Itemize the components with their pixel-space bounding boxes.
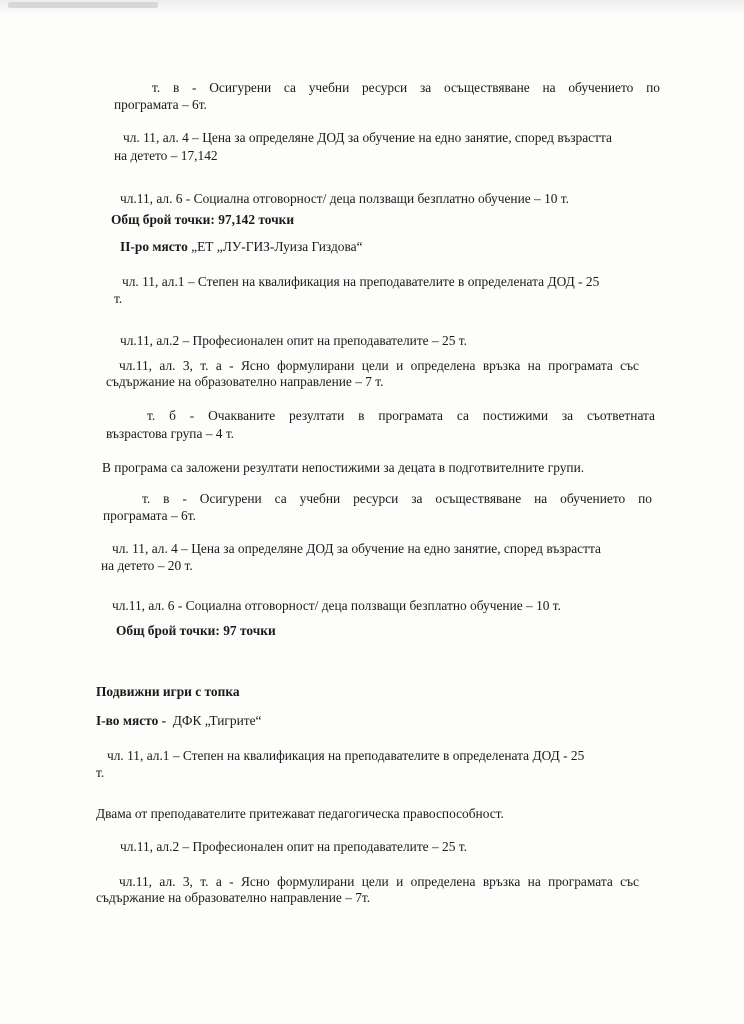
para-line: чл. 11, ал.1 – Степен на квалификация на преподавателите в определената ДОД - 25 <box>122 274 600 289</box>
place-heading <box>120 239 363 255</box>
scan-edge-mark <box>8 2 158 8</box>
para-line: програмата – 6т. <box>103 508 196 523</box>
para-line: чл.11, ал. 3, т. а - Ясно формулирани цели и определена връзка на програмата със <box>119 358 639 373</box>
para-line: т. в - Осигурени са учебни ресурси за осъществяване на обучението по <box>152 80 660 95</box>
para-line: съдържание на образователно направление – 7т. <box>96 890 371 905</box>
para-line: на детето – 20 т. <box>101 558 193 573</box>
place-heading <box>96 713 261 729</box>
para-line: съдържание на образователно направление – 7 т. <box>106 374 384 389</box>
para-line: чл.11, ал. 6 - Социална отговорност/ деца ползващи безплатно обучение – 10 т. <box>112 598 561 613</box>
place-label: II-ро място <box>120 239 188 254</box>
para-line: на детето – 17,142 <box>114 148 218 163</box>
place-name: „ЕТ „ЛУ-ГИЗ-Луиза Гиздова“ <box>191 239 363 254</box>
section-heading: Подвижни игри с топка <box>96 684 240 699</box>
para-line: програмата – 6т. <box>114 97 207 112</box>
para-line: т. в - Осигурени са учебни ресурси за осъществяване на обучението по <box>142 491 652 506</box>
para-line: т. б - Очакваните резултати в програмата са постижими за съответната <box>147 408 655 423</box>
para-line: чл.11, ал. 3, т. а - Ясно формулирани цели и определена връзка на програмата със <box>119 874 639 889</box>
para-line: чл.11, ал.2 – Професионален опит на преподавателите – 25 т. <box>120 839 467 854</box>
para-line: Двама от преподавателите притежават педагогическа правоспособност. <box>96 806 504 821</box>
para-line: чл. 11, ал. 4 – Цена за определяне ДОД за обучение на едно занятие, според възрастта <box>123 130 612 145</box>
place-name: ДФК „Тигрите“ <box>172 713 262 728</box>
para-line: чл.11, ал. 6 - Социална отговорност/ деца ползващи безплатно обучение – 10 т. <box>120 191 569 206</box>
para-line: чл. 11, ал.1 – Степен на квалификация на преподавателите в определената ДОД - 25 <box>107 748 585 763</box>
para-line: т. <box>114 291 123 306</box>
place-label: I-во място - <box>96 713 167 728</box>
total-points: Общ брой точки: 97 точки <box>116 623 276 638</box>
para-line: възрастова група – 4 т. <box>106 426 235 441</box>
para-line: чл.11, ал.2 – Професионален опит на преподавателите – 25 т. <box>120 333 467 348</box>
para-line: т. <box>96 765 105 780</box>
total-points: Общ брой точки: 97,142 точки <box>111 212 295 227</box>
para-line: чл. 11, ал. 4 – Цена за определяне ДОД за обучение на едно занятие, според възрастта <box>112 541 601 556</box>
para-line: В програма са заложени резултати непостижими за децата в подготвителните групи. <box>102 460 585 475</box>
